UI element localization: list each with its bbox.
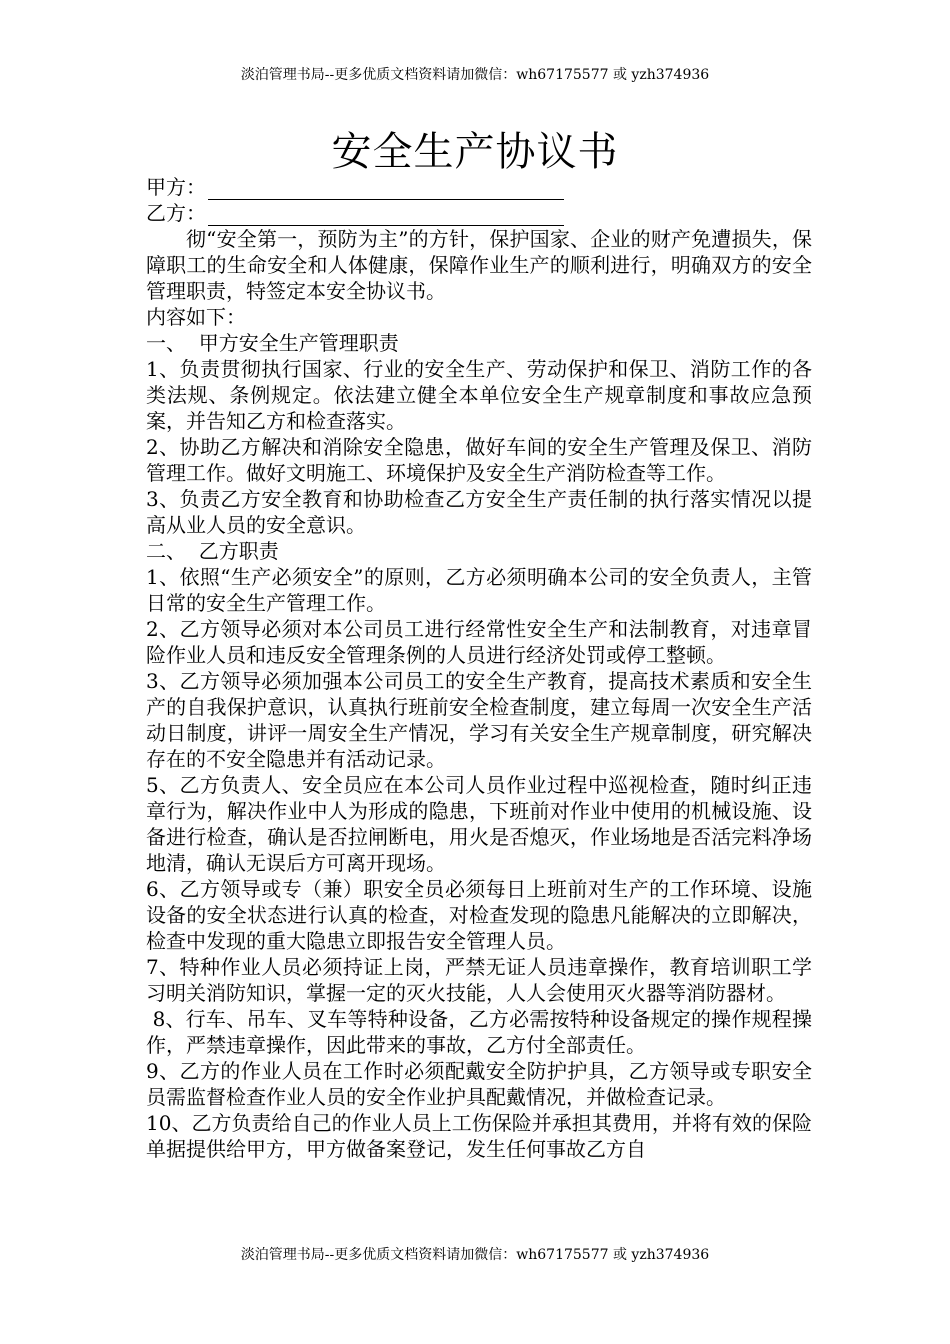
section-b-item: 9、乙方的作业人员在工作时必须配戴安全防护护具，乙方领导或专职安全员需监督检查作业人员的安全作业护具配戴情况，并做检查记录。 — [146, 1059, 812, 1109]
page-footer: 淡泊管理书局--更多优质文档资料请加微信：wh67175577 或 yzh374936 — [240, 1247, 710, 1263]
section-b-item: 1、依照“生产必须安全”的原则，乙方必须明确本公司的安全负责人，主管日常的安全生产管理工作。 — [146, 565, 812, 615]
party-b-blank — [208, 203, 564, 226]
section-b-heading: 二、 乙方职责 — [146, 539, 279, 563]
document-body — [146, 174, 812, 1162]
section-b-item: 10、乙方负责给自己的作业人员上工伤保险并承担其费用，并将有效的保险单据提供给甲方，甲方做备案登记，发生任何事故乙方自 — [146, 1111, 812, 1161]
page-header: 淡泊管理书局--更多优质文档资料请加微信：wh67175577 或 yzh374936 — [240, 67, 710, 83]
section-b-item: 3、乙方领导必须加强本公司员工的安全生产教育，提高技术素质和安全生产的自我保护意识，认真执行班前安全检查制度，建立每周一次安全生产活动日制度，讲评一周安全生产情况，学习有关安全生产规章制度，研究解决存在的不安全隐患并有活动记录。 — [146, 669, 812, 771]
section-b-item: 8、行车、吊车、叉车等特种设备，乙方必需按特种设备规定的操作规程操作，严禁违章操作，因此带来的事故，乙方付全部责任。 — [146, 1007, 812, 1057]
party-a-line — [146, 174, 812, 200]
section-b-item: 7、特种作业人员必须持证上岗，严禁无证人员违章操作，教育培训职工学习明关消防知识，掌握一定的灭火技能，人人会使用灭火器等消防器材。 — [146, 955, 812, 1005]
party-b-line — [146, 200, 812, 226]
section-a-item: 3、负责乙方安全教育和协助检查乙方安全生产责任制的执行落实情况以提高从业人员的安全意识。 — [146, 487, 812, 537]
section-b-item: 2、乙方领导必须对本公司员工进行经常性安全生产和法制教育，对违章冒险作业人员和违反安全管理条例的人员进行经济处罚或停工整顿。 — [146, 617, 812, 667]
section-a-item: 1、负责贯彻执行国家、行业的安全生产、劳动保护和保卫、消防工作的各类法规、条例规定。依法建立健全本单位安全生产规章制度和事故应急预案，并告知乙方和检查落实。 — [146, 357, 812, 433]
section-a-item: 2、协助乙方解决和消除安全隐患，做好车间的安全生产管理及保卫、消防管理工作。做好文明施工、环境保护及安全生产消防检查等工作。 — [146, 435, 812, 485]
party-a-label: 甲方： — [146, 175, 206, 199]
section-b-item: 6、乙方领导或专（兼）职安全员必须每日上班前对生产的工作环境、设施设备的安全状态进行认真的检查，对检查发现的隐患凡能解决的立即解决，检查中发现的重大隐患立即报告安全管理人员。 — [146, 877, 812, 953]
document-title: 安全生产协议书 — [331, 129, 619, 175]
section-a-heading: 一、 甲方安全生产管理职责 — [146, 331, 399, 355]
party-b-label: 乙方： — [146, 201, 206, 225]
content-label: 内容如下： — [146, 305, 246, 329]
section-b-item: 5、乙方负责人、安全员应在本公司人员作业过程中巡视检查，随时纠正违章行为，解决作业中人为形成的隐患，下班前对作业中使用的机械设施、设备进行检查，确认是否拉闸断电，用火是否熄灭，作业场地是否活完料净场地清，确认无误后方可离开现场。 — [146, 773, 812, 875]
intro-paragraph: 彻“安全第一，预防为主”的方针，保护国家、企业的财产免遭损失，保障职工的生命安全和人体健康，保障作业生产的顺利进行，明确双方的安全管理职责，特签定本安全协议书。 — [146, 227, 812, 303]
party-a-blank — [208, 177, 564, 200]
